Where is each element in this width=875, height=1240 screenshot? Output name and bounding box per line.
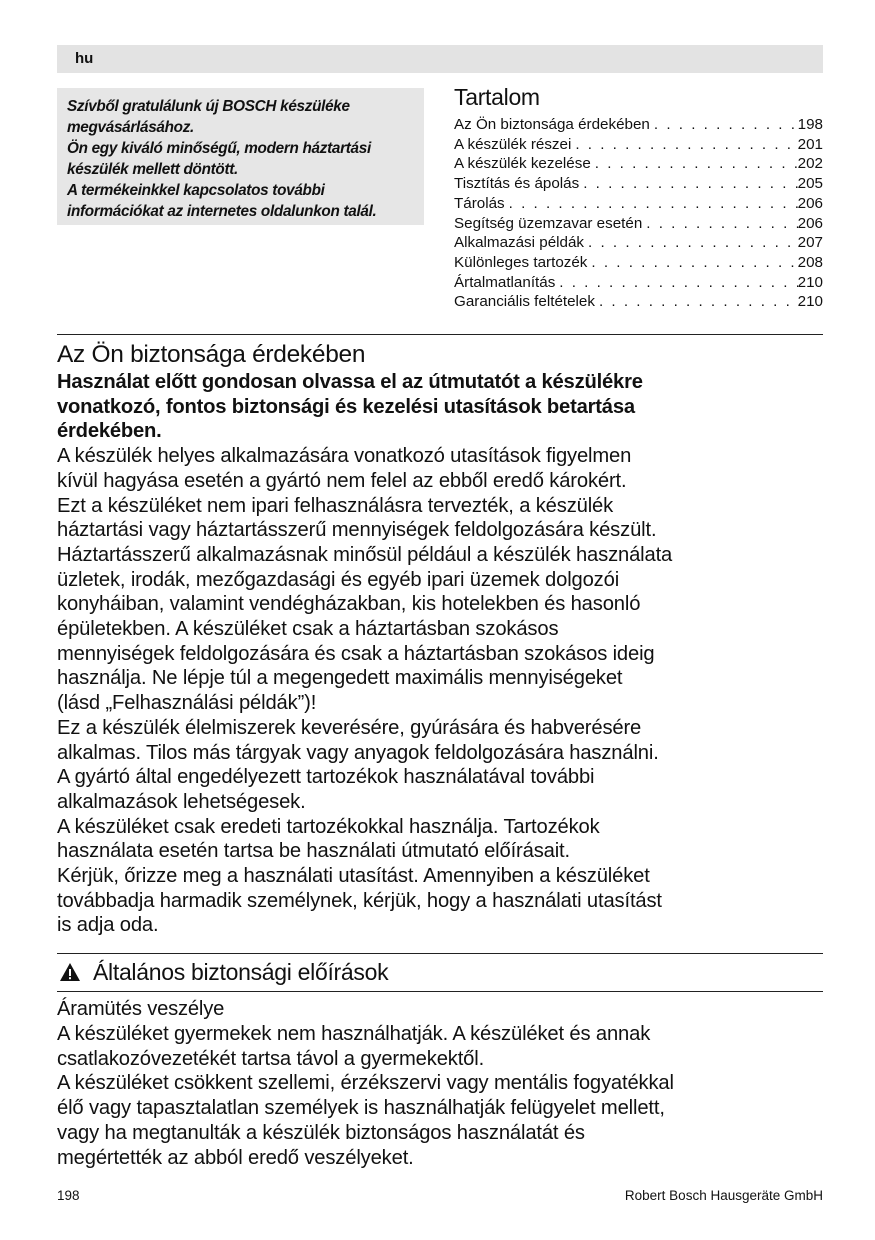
toc-entry[interactable]	[454, 194, 823, 214]
toc-entry[interactable]	[454, 115, 823, 135]
body-line: Kérjük, őrizze meg a használati utasítást. Amennyiben a készüléket	[57, 865, 650, 888]
lead-line: érdekében.	[57, 420, 162, 443]
body-line: üzletek, irodák, mezőgazdasági és egyéb ipari üzemek dolgozói	[57, 568, 620, 591]
lead-line: Használat előtt gondosan olvassa el az útmutatót a készülékre	[57, 371, 643, 393]
body-line: A készülék helyes alkalmazására vonatkozó utasítások figyelmen	[57, 445, 632, 468]
body-line: kívül hagyása esetén a gyártó nem felel az ebből eredő károkért.	[57, 469, 627, 492]
toc-page: 205	[797, 175, 823, 193]
toc-leader	[650, 115, 798, 135]
toc-leader	[584, 233, 798, 253]
section-divider	[57, 991, 823, 992]
safety-section	[57, 340, 823, 938]
toc-entry[interactable]	[454, 154, 823, 174]
toc-leader	[595, 292, 798, 312]
body-line: háztartási vagy háztartásszerű mennyiségek feldolgozására készült.	[57, 519, 657, 542]
intro-line: megvásárlásához.	[67, 119, 194, 136]
intro-line: Szívből gratulálunk új BOSCH készüléke	[67, 98, 350, 115]
body-line: A készüléket csak eredeti tartozékokkal használja. Tartozékok	[57, 815, 600, 838]
toc-leader	[579, 174, 797, 194]
shock-title: Áramütés veszélye	[57, 998, 225, 1020]
toc-page: 206	[797, 214, 823, 232]
toc-entry[interactable]	[454, 273, 823, 293]
warning-icon	[59, 962, 81, 982]
toc-label: Ártalmatlanítás	[454, 273, 556, 291]
toc-label: Alkalmazási példák	[454, 234, 584, 252]
toc-entry[interactable]	[454, 214, 823, 234]
toc-label: Segítség üzemzavar esetén	[454, 214, 643, 232]
toc-label: A készülék részei	[454, 135, 572, 153]
toc-entry[interactable]	[454, 233, 823, 253]
toc-leader	[642, 214, 797, 234]
body-line: Ez a készülék élelmiszerek keverésére, gyúrására és habverésére	[57, 716, 642, 739]
toc-entry[interactable]	[454, 174, 823, 194]
toc-leader	[555, 273, 797, 293]
lead-line: vonatkozó, fontos biztonsági és kezelési utasítások betartása	[57, 395, 635, 418]
body-line: (lásd „Felhasználási példák”)!	[57, 692, 317, 715]
intro-box	[57, 88, 424, 225]
body-line: A gyártó által engedélyezett tartozékok használatával további	[57, 766, 595, 789]
body-line: továbbadja harmadik személynek, kérjük, hogy a használati utasítást	[57, 889, 662, 912]
body-line: Háztartásszerű alkalmazásnak minősül például a készülék használata	[57, 543, 673, 566]
page-number: 198	[57, 1188, 80, 1203]
body-line: megértették az abból eredő veszélyeket.	[57, 1146, 414, 1169]
intro-line: készülék mellett döntött.	[67, 161, 238, 178]
general-safety-title: Általános biztonsági előírások	[93, 958, 389, 985]
toc-page: 210	[797, 293, 823, 311]
page-footer	[57, 1188, 823, 1203]
body-line: használata esetén tartsa be használati útmutató előírásait.	[57, 840, 570, 863]
toc-page: 202	[797, 155, 823, 173]
shock-section	[57, 996, 823, 1170]
body-line: mennyiségek feldolgozására és csak a háztartásban szokásos ideig	[57, 642, 655, 665]
body-line: vagy ha megtanulták a készülék biztonságos használatát és	[57, 1121, 585, 1144]
toc-page: 201	[797, 135, 823, 153]
body-line: csatlakozóvezetékét tartsa távol a gyermekektől.	[57, 1047, 485, 1070]
body-line: A készüléket gyermekek nem használhatják. A készüléket és annak	[57, 1023, 651, 1045]
toc-title: Tartalom	[454, 84, 540, 110]
intro-line: Ön egy kiváló minőségű, modern háztartási	[67, 140, 371, 157]
section-divider	[57, 334, 823, 335]
table-of-contents	[454, 84, 823, 312]
body-line: A készüléket csökkent szellemi, érzékszervi vagy mentális fogyatékkal	[57, 1072, 674, 1095]
toc-entry[interactable]	[454, 292, 823, 312]
body-line: élő vagy tapasztalatlan személyek is használhatják felügyelet mellett,	[57, 1097, 665, 1120]
toc-leader	[587, 253, 797, 273]
intro-line: információkat az internetes oldalunkon talál.	[67, 203, 377, 220]
body-line: Ezt a készüléket nem ipari felhasználásra tervezték, a készülék	[57, 494, 614, 517]
toc-leader	[591, 154, 798, 174]
body-line: konyháiban, valamint vendégházakban, kis hotelekben és hasonló	[57, 593, 641, 616]
toc-page: 206	[797, 194, 823, 212]
toc-entry[interactable]	[454, 135, 823, 155]
toc-label: A készülék kezelése	[454, 155, 591, 173]
toc-label: Tárolás	[454, 194, 505, 212]
body-line: alkalmas. Tilos más tárgyak vagy anyagok feldolgozására használni.	[57, 741, 659, 764]
language-code: hu	[75, 50, 94, 67]
toc-entry[interactable]	[454, 253, 823, 273]
body-line: épületekben. A készüléket csak a háztartásban szokásos	[57, 618, 559, 641]
language-bar	[57, 45, 823, 73]
company-name: Robert Bosch Hausgeräte GmbH	[624, 1188, 823, 1203]
general-safety-section	[57, 955, 823, 989]
body-line: alkalmazások lehetségesek.	[57, 790, 306, 813]
toc-label: Az Ön biztonsága érdekében	[454, 116, 650, 133]
toc-leader	[571, 135, 797, 155]
intro-line: A termékeinkkel kapcsolatos további	[67, 182, 325, 199]
toc-label: Tisztítás és ápolás	[454, 175, 580, 193]
toc-page: 210	[797, 273, 823, 291]
toc-leader	[505, 194, 798, 214]
toc-page: 198	[797, 116, 823, 133]
toc-page: 208	[797, 253, 823, 271]
body-line: is adja oda.	[57, 914, 159, 937]
toc-page: 207	[797, 234, 823, 252]
safety-title: Az Ön biztonsága érdekében	[57, 341, 366, 368]
section-divider	[57, 953, 823, 954]
toc-label: Különleges tartozék	[454, 253, 588, 271]
body-line: használja. Ne lépje túl a megengedett maximális mennyiségeket	[57, 667, 623, 690]
toc-label: Garanciális feltételek	[454, 293, 595, 311]
